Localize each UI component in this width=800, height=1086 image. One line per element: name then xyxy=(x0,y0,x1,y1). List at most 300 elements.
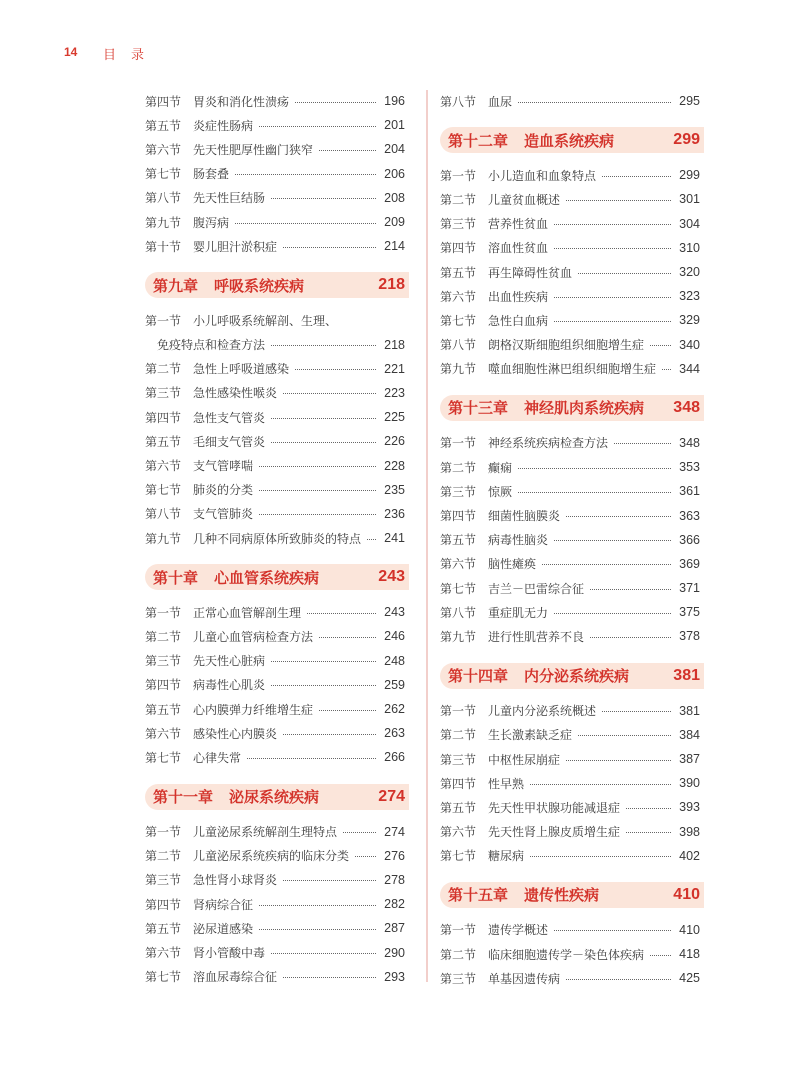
toc-entry-continuation[interactable] xyxy=(145,333,409,357)
section-number: 第三节 xyxy=(145,386,182,401)
section-number: 第七节 xyxy=(145,483,182,498)
dot-leader xyxy=(542,564,671,565)
toc-entry[interactable] xyxy=(145,234,409,258)
toc-chapter-heading[interactable] xyxy=(440,882,704,908)
section-page: 323 xyxy=(679,289,700,304)
section-title: 肺炎的分类 xyxy=(193,483,254,498)
toc-entry[interactable] xyxy=(440,844,704,868)
section-page: 425 xyxy=(679,971,700,986)
section-page: 276 xyxy=(384,848,405,863)
toc-entry[interactable] xyxy=(145,965,409,989)
toc-entry[interactable] xyxy=(145,137,409,161)
section-page: 236 xyxy=(384,506,405,521)
dot-leader xyxy=(626,832,671,833)
section-title: 肾病综合征 xyxy=(193,897,254,912)
chapter-title: 造血系统疾病 xyxy=(524,131,615,150)
section-number: 第五节 xyxy=(145,702,182,717)
section-title: 感染性心内膜炎 xyxy=(193,726,278,741)
toc-entry[interactable] xyxy=(440,503,704,527)
section-number: 第四节 xyxy=(440,776,477,791)
section-title: 胃炎和消化性溃疡 xyxy=(193,94,290,109)
chapter-page: 348 xyxy=(673,398,700,416)
section-page: 384 xyxy=(679,727,700,742)
section-number: 第五节 xyxy=(145,118,182,133)
toc-entry[interactable] xyxy=(440,966,704,990)
section-page: 371 xyxy=(679,581,700,596)
section-page: 340 xyxy=(679,337,700,352)
dot-leader xyxy=(626,808,671,809)
section-number: 第六节 xyxy=(440,825,477,840)
section-page: 381 xyxy=(679,703,700,718)
toc-entry[interactable] xyxy=(440,455,704,479)
section-number: 第十节 xyxy=(145,239,182,254)
section-page: 301 xyxy=(679,192,700,207)
toc-chapter-heading[interactable] xyxy=(440,395,704,421)
section-number: 第九节 xyxy=(145,531,182,546)
section-number: 第一节 xyxy=(145,605,182,620)
dot-leader xyxy=(259,929,376,930)
section-title: 中枢性尿崩症 xyxy=(488,752,561,767)
section-number: 第二节 xyxy=(145,629,182,644)
toc-entry[interactable] xyxy=(440,212,704,236)
dot-leader xyxy=(554,297,671,298)
dot-leader xyxy=(554,224,671,225)
section-title: 小儿呼吸系统解剖、生理、 xyxy=(193,313,338,328)
section-number: 第三节 xyxy=(440,484,477,499)
section-title: 急性上呼吸道感染 xyxy=(193,362,290,377)
dot-leader xyxy=(590,637,671,638)
section-number: 第四节 xyxy=(145,94,182,109)
toc-entry[interactable] xyxy=(440,187,704,211)
section-number: 第六节 xyxy=(145,142,182,157)
toc-entry[interactable] xyxy=(440,576,704,600)
section-page: 225 xyxy=(384,410,405,425)
chapter-number: 第十三章 xyxy=(448,399,509,418)
toc-entry[interactable] xyxy=(440,795,704,819)
section-page: 329 xyxy=(679,313,700,328)
section-title: 脑性瘫痪 xyxy=(488,557,537,572)
toc-entry[interactable] xyxy=(440,163,704,187)
dot-leader xyxy=(602,176,671,177)
section-number: 第八节 xyxy=(440,338,477,353)
section-title: 出血性疾病 xyxy=(488,289,549,304)
toc-entry[interactable] xyxy=(440,479,704,503)
dot-leader xyxy=(259,490,376,491)
section-page: 266 xyxy=(384,750,405,765)
section-number: 第七节 xyxy=(145,970,182,985)
section-page: 293 xyxy=(384,969,405,984)
toc-entry[interactable] xyxy=(440,528,704,552)
toc-entry[interactable] xyxy=(145,89,409,113)
section-title: 儿童贫血概述 xyxy=(488,192,561,207)
section-page: 214 xyxy=(384,239,405,254)
chapter-page: 299 xyxy=(673,131,700,149)
section-page: 263 xyxy=(384,726,405,741)
page-number: 14 xyxy=(64,45,78,59)
section-number: 第五节 xyxy=(145,921,182,936)
section-title: 临床细胞遗传学－染色体疾病 xyxy=(488,947,645,962)
toc-entry[interactable] xyxy=(145,429,409,453)
toc-column-left xyxy=(145,89,409,989)
section-page: 299 xyxy=(679,168,700,183)
section-number: 第四节 xyxy=(145,678,182,693)
toc-entry[interactable] xyxy=(145,940,409,964)
section-title: 神经系统疾病检查方法 xyxy=(488,436,609,451)
toc-entry[interactable] xyxy=(440,820,704,844)
dot-leader xyxy=(283,247,376,248)
dot-leader xyxy=(271,418,376,419)
section-title: 先天性巨结肠 xyxy=(193,191,266,206)
section-title: 肠套叠 xyxy=(193,167,230,182)
section-page: 310 xyxy=(679,240,700,255)
toc-entry[interactable] xyxy=(145,308,409,332)
section-number: 第一节 xyxy=(440,923,477,938)
section-number: 第八节 xyxy=(145,191,182,206)
section-number: 第九节 xyxy=(440,362,477,377)
section-number: 第一节 xyxy=(440,436,477,451)
toc-entry[interactable] xyxy=(145,162,409,186)
dot-leader xyxy=(283,880,376,881)
section-title: 几种不同病原体所致肺炎的特点 xyxy=(193,531,362,546)
section-title: 先天性肾上腺皮质增生症 xyxy=(488,825,621,840)
section-number: 第七节 xyxy=(145,167,182,182)
section-title: 单基因遗传病 xyxy=(488,971,561,986)
toc-entry[interactable] xyxy=(145,478,409,502)
section-title: 婴儿胆汁淤积症 xyxy=(193,239,278,254)
section-number: 第一节 xyxy=(440,168,477,183)
toc-entry[interactable] xyxy=(440,284,704,308)
toc-entry[interactable] xyxy=(440,624,704,648)
dot-leader xyxy=(578,735,671,736)
section-number: 第六节 xyxy=(440,289,477,304)
dot-leader xyxy=(578,273,671,274)
section-title: 惊厥 xyxy=(488,484,513,499)
section-page: 290 xyxy=(384,945,405,960)
toc-entry[interactable] xyxy=(440,308,704,332)
section-number: 第七节 xyxy=(145,750,182,765)
section-page: 398 xyxy=(679,824,700,839)
dot-leader xyxy=(259,126,376,127)
toc-entry[interactable] xyxy=(145,453,409,477)
section-title: 先天性甲状腺功能减退症 xyxy=(488,800,621,815)
dot-leader xyxy=(554,930,671,931)
dot-leader xyxy=(235,174,376,175)
section-number: 第四节 xyxy=(145,410,182,425)
dot-leader xyxy=(355,856,376,857)
dot-leader xyxy=(614,443,671,444)
section-page: 241 xyxy=(384,531,405,546)
section-number: 第一节 xyxy=(145,825,182,840)
dot-leader xyxy=(554,321,671,322)
section-page: 206 xyxy=(384,166,405,181)
section-page: 278 xyxy=(384,872,405,887)
toc-entry[interactable] xyxy=(440,771,704,795)
dot-leader xyxy=(271,442,376,443)
dot-leader xyxy=(530,784,671,785)
section-page: 208 xyxy=(384,190,405,205)
dot-leader xyxy=(518,468,671,469)
toc-chapter-heading[interactable] xyxy=(440,127,704,153)
section-page: 243 xyxy=(384,605,405,620)
dot-leader xyxy=(662,369,671,370)
section-page: 410 xyxy=(679,922,700,937)
toc-entry[interactable] xyxy=(145,405,409,429)
section-title: 毛细支气管炎 xyxy=(193,434,266,449)
dot-leader xyxy=(307,613,376,614)
section-number: 第七节 xyxy=(440,313,477,328)
toc-entry[interactable] xyxy=(440,942,704,966)
section-title: 急性感染性喉炎 xyxy=(193,386,278,401)
section-page: 204 xyxy=(384,142,405,157)
toc-entry[interactable] xyxy=(145,600,409,624)
section-number: 第八节 xyxy=(145,507,182,522)
toc-entry[interactable] xyxy=(145,624,409,648)
toc-entry[interactable] xyxy=(440,89,704,113)
dot-leader xyxy=(319,710,376,711)
dot-leader xyxy=(602,711,671,712)
section-title: 病毒性脑炎 xyxy=(488,533,549,548)
section-title: 进行性肌营养不良 xyxy=(488,629,585,644)
dot-leader xyxy=(295,369,376,370)
toc-entry[interactable] xyxy=(145,697,409,721)
chapter-page: 243 xyxy=(378,568,405,586)
dot-leader xyxy=(554,613,671,614)
chapter-title: 内分泌系统疾病 xyxy=(524,667,630,686)
dot-leader xyxy=(271,345,376,346)
section-title: 病毒性心肌炎 xyxy=(193,678,266,693)
section-number: 第七节 xyxy=(440,581,477,596)
chapter-number: 第九章 xyxy=(153,276,199,295)
toc-entry[interactable] xyxy=(145,381,409,405)
dot-leader xyxy=(530,856,671,857)
toc-entry[interactable] xyxy=(440,918,704,942)
dot-leader xyxy=(554,248,671,249)
dot-leader xyxy=(283,734,376,735)
toc-entry[interactable] xyxy=(440,357,704,381)
section-title: 儿童泌尿系统疾病的临床分类 xyxy=(193,849,350,864)
section-title: 朗格汉斯细胞组织细胞增生症 xyxy=(488,338,645,353)
section-title: 溶血性贫血 xyxy=(488,241,549,256)
toc-entry[interactable] xyxy=(145,844,409,868)
chapter-number: 第十章 xyxy=(153,568,199,587)
section-title: 噬血细胞性淋巴组织细胞增生症 xyxy=(488,362,657,377)
dot-leader xyxy=(566,979,671,980)
toc-entry[interactable] xyxy=(145,502,409,526)
section-page: 361 xyxy=(679,484,700,499)
toc-entry[interactable] xyxy=(440,431,704,455)
section-title: 正常心血管解剖生理 xyxy=(193,605,302,620)
toc-column-right xyxy=(440,89,704,990)
chapter-page: 274 xyxy=(378,787,405,805)
dot-leader xyxy=(554,540,671,541)
section-title: 急性支气管炎 xyxy=(193,410,266,425)
toc-entry[interactable] xyxy=(145,745,409,769)
toc-chapter-heading[interactable] xyxy=(145,564,409,590)
toc-entry[interactable] xyxy=(145,186,409,210)
section-number: 第四节 xyxy=(440,241,477,256)
section-title: 腹泻病 xyxy=(193,215,230,230)
dot-leader xyxy=(271,661,376,662)
toc-chapter-heading[interactable] xyxy=(145,272,409,298)
toc-entry[interactable] xyxy=(440,236,704,260)
section-number: 第六节 xyxy=(440,557,477,572)
toc-entry[interactable] xyxy=(145,357,409,381)
section-page: 246 xyxy=(384,629,405,644)
section-number: 第三节 xyxy=(440,752,477,767)
dot-leader xyxy=(650,955,671,956)
chapter-number: 第十一章 xyxy=(153,788,214,806)
section-title: 心内膜弹力纤维增生症 xyxy=(193,702,314,717)
section-page: 223 xyxy=(384,385,405,400)
dot-leader xyxy=(367,539,376,540)
section-number: 第二节 xyxy=(145,849,182,864)
section-page: 221 xyxy=(384,361,405,376)
section-page: 418 xyxy=(679,947,700,962)
section-number: 第三节 xyxy=(145,654,182,669)
section-title: 儿童泌尿系统解剖生理特点 xyxy=(193,825,338,840)
section-number: 第八节 xyxy=(440,605,477,620)
toc-entry[interactable] xyxy=(145,526,409,550)
section-title: 支气管哮喘 xyxy=(193,459,254,474)
section-page: 209 xyxy=(384,215,405,230)
toc-entry[interactable] xyxy=(145,868,409,892)
dot-leader xyxy=(271,953,376,954)
dot-leader xyxy=(271,685,376,686)
dot-leader xyxy=(271,198,376,199)
toc-entry[interactable] xyxy=(145,210,409,234)
section-number: 第六节 xyxy=(145,459,182,474)
toc-entry[interactable] xyxy=(440,260,704,284)
section-title: 溶血尿毒综合征 xyxy=(193,970,278,985)
section-number: 第五节 xyxy=(440,265,477,280)
section-title: 糖尿病 xyxy=(488,849,525,864)
section-page: 248 xyxy=(384,653,405,668)
section-page: 375 xyxy=(679,605,700,620)
chapter-title: 遗传性疾病 xyxy=(524,886,600,905)
chapter-page: 410 xyxy=(673,885,700,903)
chapter-title: 泌尿系统疾病 xyxy=(229,788,320,806)
dot-leader xyxy=(283,977,376,978)
section-number: 第五节 xyxy=(145,434,182,449)
section-title: 急性肾小球肾炎 xyxy=(193,873,278,888)
section-title: 急性白血病 xyxy=(488,313,549,328)
toc-entry[interactable] xyxy=(440,333,704,357)
dot-leader xyxy=(247,758,376,759)
section-title: 性早熟 xyxy=(488,776,525,791)
section-page: 262 xyxy=(384,702,405,717)
section-title-continued: 免疫特点和检查方法 xyxy=(157,338,266,353)
dot-leader xyxy=(650,345,671,346)
toc-entry[interactable] xyxy=(145,113,409,137)
dot-leader xyxy=(319,150,376,151)
section-title: 先天性肥厚性幽门狭窄 xyxy=(193,142,314,157)
dot-leader xyxy=(283,393,376,394)
dot-leader xyxy=(566,760,671,761)
section-title: 血尿 xyxy=(488,94,513,109)
toc-entry[interactable] xyxy=(440,600,704,624)
section-page: 295 xyxy=(679,94,700,109)
dot-leader xyxy=(566,200,671,201)
running-title: 目 录 xyxy=(103,48,146,63)
section-number: 第九节 xyxy=(440,629,477,644)
section-page: 218 xyxy=(384,337,405,352)
section-number: 第八节 xyxy=(440,94,477,109)
section-number: 第五节 xyxy=(440,533,477,548)
dot-leader xyxy=(295,102,376,103)
section-number: 第一节 xyxy=(145,313,182,328)
dot-leader xyxy=(235,223,376,224)
dot-leader xyxy=(259,466,376,467)
dot-leader xyxy=(259,905,376,906)
section-title: 先天性心脏病 xyxy=(193,654,266,669)
dot-leader xyxy=(259,514,376,515)
dot-leader xyxy=(590,589,671,590)
toc-entry[interactable] xyxy=(440,552,704,576)
section-title: 泌尿道感染 xyxy=(193,921,254,936)
section-title: 生长激素缺乏症 xyxy=(488,728,573,743)
dot-leader xyxy=(343,832,376,833)
section-title: 心律失常 xyxy=(193,750,242,765)
chapter-page: 218 xyxy=(378,276,405,294)
section-page: 274 xyxy=(384,824,405,839)
section-page: 320 xyxy=(679,265,700,280)
section-page: 348 xyxy=(679,435,700,450)
section-page: 378 xyxy=(679,629,700,644)
section-page: 366 xyxy=(679,532,700,547)
toc-entry[interactable] xyxy=(145,721,409,745)
toc-chapter-heading[interactable] xyxy=(145,784,409,810)
column-divider xyxy=(426,90,428,982)
toc-entry[interactable] xyxy=(440,723,704,747)
toc-entry[interactable] xyxy=(440,747,704,771)
chapter-title: 神经肌肉系统疾病 xyxy=(524,399,645,418)
dot-leader xyxy=(518,102,671,103)
section-title: 癫痫 xyxy=(488,460,513,475)
toc-chapter-heading[interactable] xyxy=(440,663,704,689)
section-number: 第二节 xyxy=(440,460,477,475)
section-page: 353 xyxy=(679,460,700,475)
section-number: 第二节 xyxy=(440,728,477,743)
section-page: 201 xyxy=(384,118,405,133)
section-page: 393 xyxy=(679,800,700,815)
chapter-page: 381 xyxy=(673,666,700,684)
section-page: 259 xyxy=(384,677,405,692)
section-page: 282 xyxy=(384,897,405,912)
section-page: 387 xyxy=(679,752,700,767)
section-title: 遗传学概述 xyxy=(488,923,549,938)
section-page: 363 xyxy=(679,508,700,523)
section-title: 重症肌无力 xyxy=(488,605,549,620)
section-number: 第四节 xyxy=(440,509,477,524)
section-number: 第五节 xyxy=(440,800,477,815)
toc-entry[interactable] xyxy=(145,916,409,940)
section-number: 第一节 xyxy=(440,704,477,719)
toc-entry[interactable] xyxy=(145,649,409,673)
section-page: 196 xyxy=(384,94,405,109)
section-title: 细菌性脑膜炎 xyxy=(488,509,561,524)
section-title: 肾小管酸中毒 xyxy=(193,946,266,961)
section-number: 第三节 xyxy=(440,971,477,986)
toc-entry[interactable] xyxy=(440,699,704,723)
toc-entry[interactable] xyxy=(145,892,409,916)
section-page: 304 xyxy=(679,216,700,231)
section-page: 235 xyxy=(384,482,405,497)
section-page: 344 xyxy=(679,361,700,376)
toc-entry[interactable] xyxy=(145,673,409,697)
section-title: 吉兰－巴雷综合征 xyxy=(488,581,585,596)
toc-entry[interactable] xyxy=(145,820,409,844)
chapter-title: 心血管系统疾病 xyxy=(214,568,320,587)
